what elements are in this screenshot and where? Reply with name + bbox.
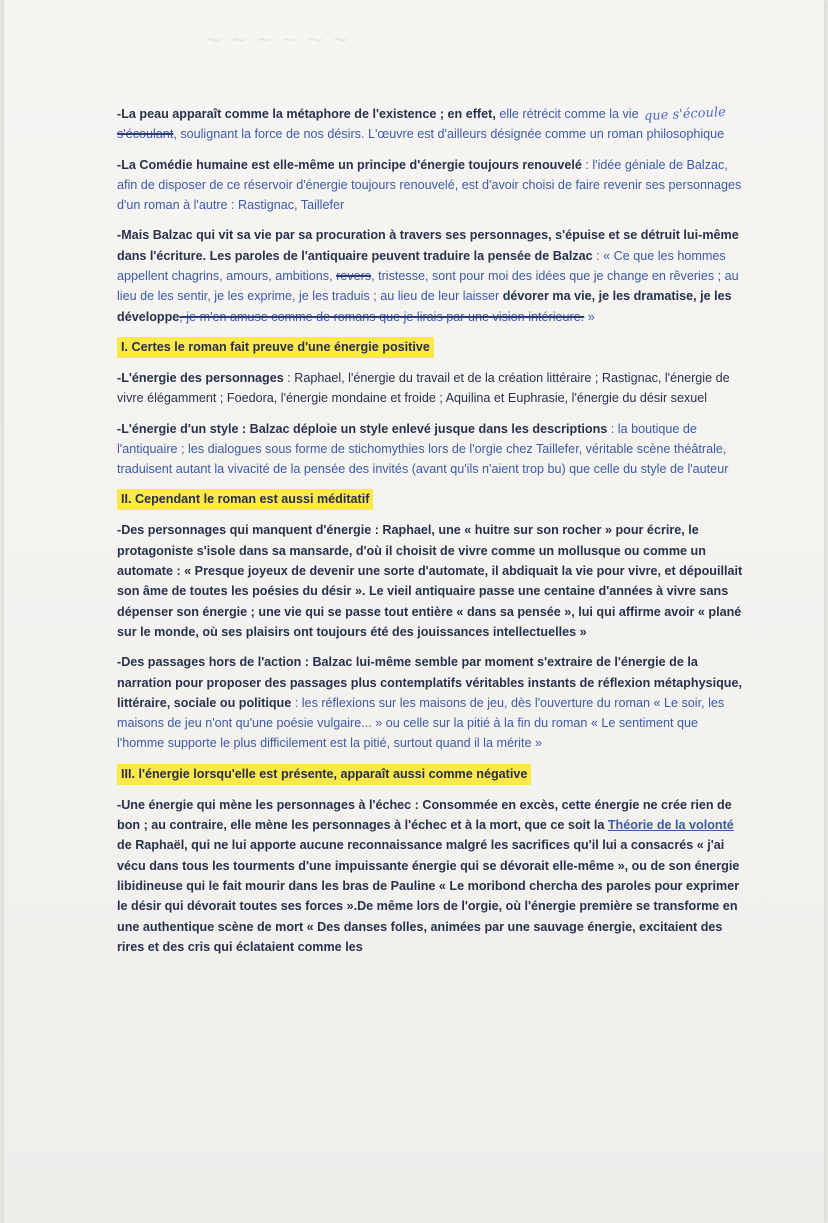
text-normal: : « Ce que les hommes appellent chagrins, amours, ambitions, — [117, 248, 726, 284]
paragraph-comedie-humaine — [117, 155, 747, 216]
highlighted-heading: I. Certes le roman fait preuve d'une énergie positive — [117, 337, 434, 358]
text-bold: -Des personnages qui manquent d'énergie : Raphael, une « huitre sur son rocher » pour écrire, le protagoniste s'isole dans sa mansarde, d'où il choisit de vivre comme un mollusque ou comme un automate : « Presque joyeux de devenir une sorte d'automate, il abdiquait la vie pour vivre, et dépouillait son âme de toutes les poésies du désir ». Le vieil antiquaire passe une centaine d'années à vivre sans dépenser son énergie ; une vie qui se passe tout entière « dans sa pensée », lui qui affirme avoir « plané sur le monde, où ses plaisirs ont toujours été des jouissances intellectuelles » — [117, 523, 743, 639]
text-normal: , tristesse, sont pour moi des idées que je change en rêveries ; au lieu de les sentir, je les exprime, je les traduis ; au lieu de leur laisser — [117, 269, 739, 304]
paper-sheet — [4, 0, 824, 1223]
paragraph-echec — [117, 795, 747, 957]
text-bold: -L'énergie d'un style : Balzac déploie un style enlevé jusque dans les descriptions — [117, 421, 608, 436]
paragraph-manquent-energie — [117, 520, 747, 642]
heading-part-two — [117, 489, 747, 510]
struck-passage: , je m'en amuse comme de romans que je lirais par une vision intérieure. — [179, 309, 585, 324]
paragraph-balzac-epuise — [117, 225, 747, 326]
document-body — [117, 104, 747, 967]
text-bold: : Raphael, l'énergie du travail et de la création littéraire ; Rastignac, l'énergie de vivre élégamment ; Foedora, l'énergie mondaine et froide ; Aquilina et Euphrasie, l'énergie du désir sexuel — [117, 370, 730, 406]
struck-word: s'écoulant — [117, 127, 174, 142]
paragraph-energie-personnages — [117, 368, 747, 409]
struck-word: revers — [336, 269, 372, 284]
text-normal: : l'idée géniale de Balzac, afin de disposer de ce réservoir d'énergie toujours renouvelé, est d'avoir choisi de faire revenir ses personnages d'un roman à l'autre : Rastignac, Taillefer — [117, 157, 742, 213]
text-normal: : les réflexions sur les maisons de jeu, dès l'ouverture du roman « Le soir, les maisons de jeu n'ont qu'une poésie vulgaire... » ou celle sur la pitié à la fin du roman « Le sentiment que l'homme supporte le plus difficilement est la pitié, surtout quand il la mérite » — [117, 695, 725, 751]
text-bold: de Raphaël, qui ne lui apporte aucune reconnaissance malgré les sacrifices qu'il lui a consacrés « j'ai vécu dans tous les tourments d'une impuissante énergie qui se dévorait elle-même », ou de son énergie libidineuse qui le fait mourir dans les bras de Pauline « Le moribond chercha des paroles pour exprimer le désir qui dévorait toutes ses forces ».De même lors de l'orgie, où l'énergie première se transforme en une authentique scène de mort « Des danses folles, animées par une sauvage énergie, excitaient des rires et des cris qui éclataient comme les — [117, 838, 740, 954]
text-bold: -L'énergie des personnages — [117, 370, 284, 385]
underlined-title: Théorie de la volonté — [607, 818, 734, 833]
highlighted-heading: II. Cependant le roman est aussi méditatif — [117, 489, 373, 510]
paragraph-energie-style — [117, 419, 747, 480]
heading-part-one — [117, 337, 747, 358]
text-bold: dévorer ma vie, je les dramatise, je les développe — [117, 289, 732, 324]
text-bold: -Des passages hors de l'action : Balzac lui-même semble par moment s'extraire de l'énergie de la narration pour proposer des passages plus contemplatifs véritables instants de réflexion métaphysique, littéraire, sociale ou politique — [117, 655, 742, 710]
paragraph-peau — [117, 104, 747, 145]
highlighted-heading: III. l'énergie lorsqu'elle est présente, apparaît aussi comme négative — [117, 764, 531, 785]
heading-part-three — [117, 764, 747, 785]
bleed-through-text: ~ ~ ~ ~ ~ ~ — [204, 28, 350, 53]
text-normal: elle rétrécit comme la vie — [499, 107, 639, 121]
paragraph-hors-action — [117, 652, 747, 753]
text-normal: : la boutique de l'antiquaire ; les dialogues sous forme de stichomythies lors de l'orgie chez Taillefer, véritable scène théâtrale, traduisent autant la vivacité de la pensée des invités (avant qu'ils n'aient trop bu) que celle du style de l'auteur — [117, 421, 729, 477]
text-bold: -Une énergie qui mène les personnages à l'échec : Consommée en excès, cette énergie ne crée rien de bon ; au contraire, elle mène les personnages à l'échec et à la mort, que ce soit la — [117, 797, 732, 833]
handwritten-note: que s'écoule — [643, 104, 727, 125]
text-bold: -La peau apparaît comme la métaphore de l'existence ; en effet, — [117, 107, 500, 121]
text-normal: » — [584, 309, 595, 324]
text-bold: -La Comédie humaine est elle-même un principe d'énergie toujours renouvelé — [117, 157, 582, 172]
text-bold: -Mais Balzac qui vit sa vie par sa procuration à travers ses personnages, s'épuise et se détruit lui-même dans l'écriture. Les paroles de l'antiquaire peuvent traduire la pensée de Balzac — [117, 228, 739, 263]
text-normal: , soulignant la force de nos désirs. L'œuvre est d'ailleurs désignée comme un roman philosophique — [173, 127, 725, 142]
